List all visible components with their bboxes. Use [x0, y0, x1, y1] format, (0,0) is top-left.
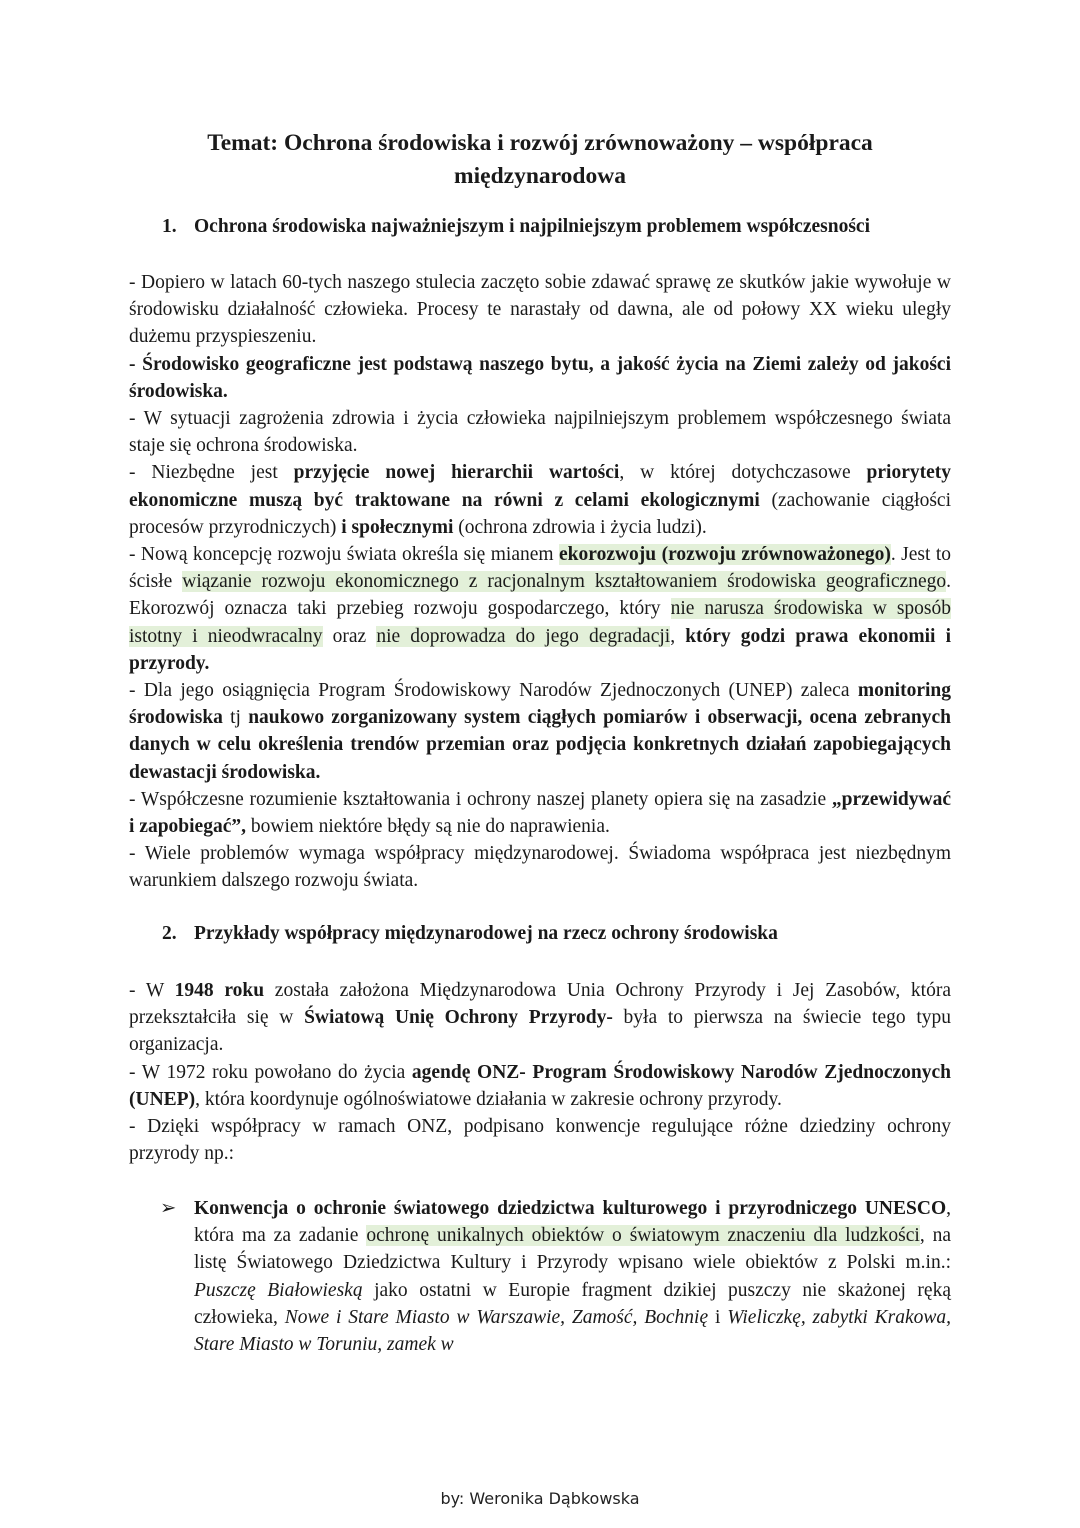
section-2-heading-text: Przykłady współpracy międzynarodowej na rzecz ochrony środowiska [194, 923, 778, 944]
arrow-bullet-icon: ➢ [160, 1198, 177, 1219]
highlight: ochronę unikalnych obiektów o światowym znaczeniu dla ludzkości [366, 1225, 920, 1247]
paragraph: - Dla jego osiągnięcia Program Środowiskowy Narodów Zjednoczonych (UNEP) zaleca monitoring środowiska tj naukowo zorganizowany system ciągłych pomiarów i obserwacji, ocena zebranych danych w celu określenia trendów przemian oraz podjęcia konkretnych działań zapobiegających dewastacji środowiska. [129, 680, 951, 783]
section-1-number: 1. [162, 216, 177, 237]
author-footer: by: Weronika Dąbkowska [440, 1489, 640, 1508]
section-1-body [129, 269, 951, 895]
section-2-body [129, 977, 951, 1167]
highlight: nie doprowadza do jego degradacji [376, 625, 671, 647]
title-line-2: międzynarodowa [454, 163, 626, 189]
section-1-heading-text: Ochrona środowiska najważniejszym i najpilniejszym problemem współczesności [194, 216, 870, 237]
paragraph: - Dopiero w latach 60-tych naszego stulecia zaczęto sobie zdawać sprawę ze skutków jakie wywołuje w środowisku działalność człowieka. Procesy te narastały od dawna, ale od połowy XX wieku uległy dużemu przyspieszeniu. [129, 272, 951, 348]
highlight: nie narusza środowiska w sposób istotny i nieodwracalny [129, 598, 951, 647]
section-1-heading [162, 216, 870, 238]
section-2-heading [162, 923, 778, 945]
paragraph: - W sytuacji zagrożenia zdrowia i życia człowieka najpilniejszym problemem współczesnego świata staje się ochrona środowiska. [129, 408, 951, 457]
paragraph-bold: - Środowisko geograficzne jest podstawą naszego bytu, a jakość życia na Ziemi zależy od jakości środowiska. [129, 353, 951, 402]
paragraph: - Dzięki współpracy w ramach ONZ, podpisano konwencje regulujące różne dziedziny ochrony przyrody np.: [129, 1116, 951, 1165]
highlight: wiązanie rozwoju ekonomicznego z racjonalnym kształtowaniem środowiska geograficznego [182, 571, 947, 593]
title-line-1: Temat: Ochrona środowiska i rozwój zrównoważony – współpraca [207, 130, 873, 156]
bullet-item [160, 1195, 951, 1358]
paragraph: - Współczesne rozumienie kształtowania i ochrony naszej planety opiera się na zasadzie „przewidywać i zapobiegać”, bowiem niektóre błędy są nie do naprawienia. [129, 788, 951, 838]
paragraph: - Wiele problemów wymaga współpracy międzynarodowej. Świadoma współpraca jest niezbędnym warunkiem dalszego rozwoju świata. [129, 843, 951, 892]
highlight: ekorozwoju (rozwoju zrównoważonego) [559, 544, 891, 566]
page-title [130, 127, 950, 193]
paragraph: - W 1948 roku została założona Międzynarodowa Unia Ochrony Przyrody i Jej Zasobów, która przekształciła się w Światową Unię Ochrony Przyrody- była to pierwsza na świecie tego typu organizacja. [129, 980, 951, 1056]
bullet-text: Konwencja o ochronie światowego dziedzictwa kulturowego i przyrodniczego UNESCO, która ma za zadanie ochronę unikalnych obiektów o światowym znaczeniu dla ludzkości, na listę Światowego Dziedzictwa Kultury i Przyrody wpisano wiele obiektów z Polski m.in.: Puszczę Białowieską jako ostatni w Europie fragment dzikiej puszczy nie skażonej ręką człowieka, Nowe i Stare Miasto w Warszawie, Zamość, Bochnię i Wieliczkę, zabytki Krakowa, Stare Miasto w Toruniu, zamek w [194, 1198, 952, 1356]
paragraph: - Niezbędne jest przyjęcie nowej hierarchii wartości, w której dotychczasowe priorytety ekonomiczne muszą być traktowane na równi z celami ekologicznymi (zachowanie ciągłości procesów przyrodniczych) i społecznymi (ochrona zdrowia i życia ludzi). [129, 462, 952, 538]
paragraph: - W 1972 roku powołano do życia agendę ONZ- Program Środowiskowy Narodów Zjednoczonych (UNEP), która koordynuje ogólnoświatowe działania w zakresie ochrony przyrody. [129, 1061, 951, 1110]
section-2-number: 2. [162, 923, 177, 944]
paragraph: - Nową koncepcję rozwoju świata określa się mianem ekorozwoju (rozwoju zrównoważonego). Jest to ścisłe wiązanie rozwoju ekonomicznego z racjonalnym kształtowaniem środowiska geograficznego. Ekorozwój oznacza taki przebieg rozwoju gospodarczego, który nie narusza środowiska w sposób istotny i nieodwracalny oraz nie doprowadza do jego degradacji, który godzi prawa ekonomii i przyrody. [129, 544, 951, 674]
